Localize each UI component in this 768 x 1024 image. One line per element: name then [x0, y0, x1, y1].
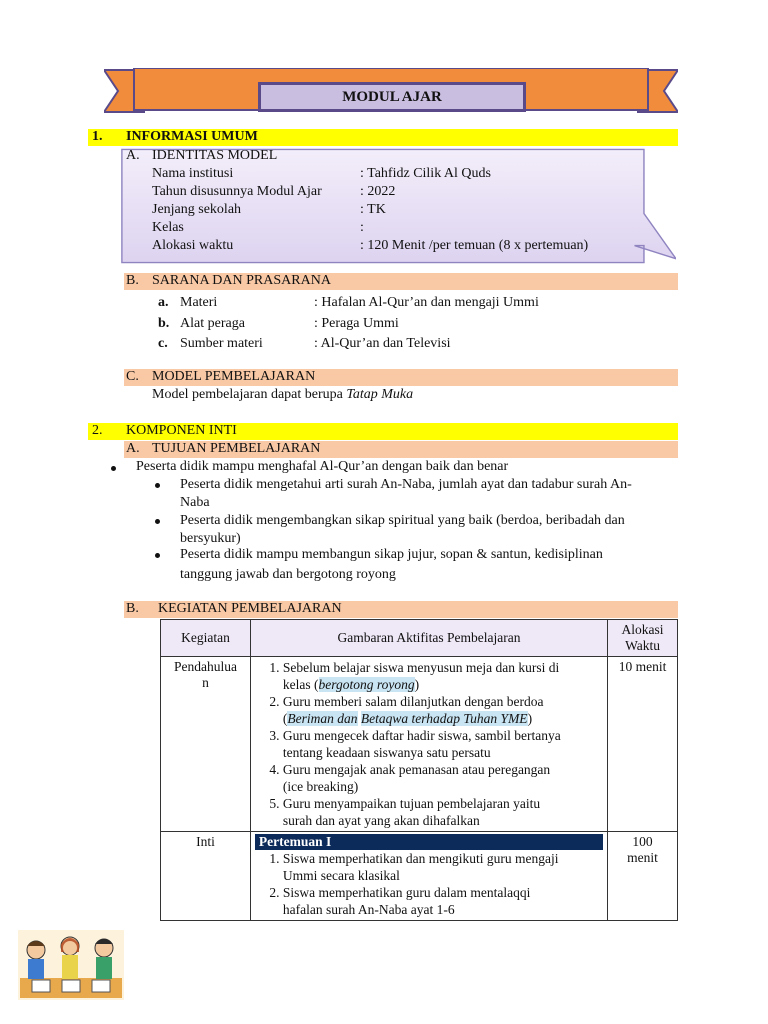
kegiatan-cell: Inti	[161, 832, 251, 921]
identity-label: Alokasi waktu	[152, 238, 234, 253]
objective-item: Peserta didik mengembangkan sikap spiritual yang baik (berdoa, beribadah dan	[180, 513, 625, 528]
identity-label: Nama institusi	[152, 166, 234, 181]
sarana-label: Sumber materi	[180, 336, 263, 351]
header-gambaran: Gambaran Aktifitas Pembelajaran	[250, 620, 607, 657]
gambaran-cell: Pertemuan I 1. Siswa memperhatikan dan mengikuti guru mengaji Ummi secara klasikal 2. Siswa memperhatikan guru dalam mentalaqqi hafalan surah An-Naba ayat 1-6	[250, 832, 607, 921]
main-objective: Peserta didik mampu menghafal Al-Qur’an dengan baik dan benar	[136, 459, 509, 474]
subsection-2a-title: TUJUAN PEMBELAJARAN	[152, 441, 321, 456]
bullet-icon	[155, 519, 160, 524]
bullet-icon	[155, 553, 160, 558]
activity-table	[160, 619, 678, 921]
list-letter: a.	[158, 295, 169, 310]
highlight: bergotong royong	[318, 677, 415, 692]
section-1-title: INFORMASI UMUM	[126, 129, 258, 144]
section-1-number: 1.	[92, 129, 103, 144]
sarana-value: : Hafalan Al-Qur’an dan mengaji Ummi	[314, 295, 539, 310]
pertemuan-heading: Pertemuan I	[255, 834, 603, 850]
identity-value: : TK	[360, 202, 386, 217]
model-text-italic: Tatap Muka	[346, 387, 414, 402]
identity-label: Kelas	[152, 220, 184, 235]
subsection-b-title: SARANA DAN PRASARANA	[152, 273, 331, 288]
table-row	[161, 657, 678, 832]
subsection-2b-title: KEGIATAN PEMBELAJARAN	[158, 601, 342, 616]
sarana-label: Alat peraga	[180, 316, 245, 331]
identity-label: Jenjang sekolah	[152, 202, 242, 217]
kegiatan-cell: Pendahulua n	[161, 657, 251, 832]
sarana-value: : Peraga Ummi	[314, 316, 399, 331]
identity-value: : 2022	[360, 184, 396, 199]
subsection-c-label: C.	[126, 369, 139, 384]
section-2-title: KOMPONEN INTI	[126, 423, 237, 438]
subsection-2b-label: B.	[126, 601, 139, 616]
list-letter: b.	[158, 316, 170, 331]
header-kegiatan: Kegiatan	[161, 620, 251, 657]
list-letter: c.	[158, 336, 168, 351]
subsection-c-title: MODEL PEMBELAJARAN	[152, 369, 316, 384]
waktu-cell: 100 menit	[608, 832, 678, 921]
objective-item-cont: bersyukur)	[180, 531, 241, 546]
identity-value: : 120 Menit /per temuan (8 x pertemuan)	[360, 238, 589, 253]
objective-item-cont: Naba	[180, 495, 210, 510]
model-text: Model pembelajaran dapat berupa Tatap Muka	[152, 387, 414, 402]
objective-item: Peserta didik mampu membangun sikap jujur, sopan & santun, kedisiplinan	[180, 547, 603, 562]
objective-item: Peserta didik mengetahui arti surah An-Naba, jumlah ayat dan tadabur surah An-	[180, 477, 632, 492]
subsection-b-label: B.	[126, 273, 139, 288]
identity-label: Tahun disusunnya Modul Ajar	[152, 184, 322, 199]
waktu-cell: 10 menit	[608, 657, 678, 832]
highlight: Betaqwa terhadap Tuhan YME	[360, 711, 528, 726]
page-title: MODUL AJAR	[258, 82, 526, 112]
sarana-value: : Al-Qur’an dan Televisi	[314, 336, 451, 351]
objective-item-cont: tanggung jawab dan bergotong royong	[180, 567, 396, 582]
identity-value: :	[360, 220, 364, 235]
section-2-number: 2.	[92, 423, 103, 438]
sarana-label: Materi	[180, 295, 218, 310]
gambaran-cell: 1. Sebelum belajar siswa menyusun meja dan kursi di kelas (bergotong royong) 2. Guru memberi salam dilanjutkan dengan berdoa (Beriman dan Betaqwa terhadap Tuhan YME) 3. Guru mengecek daftar hadir siswa, sambil bertanya tentang keadaan siswanya satu persatu 4. Guru mengajak anak pemanasan atau peregangan (ice breaking) 5. Guru menyampaikan tujuan pembelajaran yaitu surah dan ayat yang akan dihafalkan	[250, 657, 607, 832]
bullet-icon	[155, 483, 160, 488]
header-alokasi: Alokasi Waktu	[608, 620, 678, 657]
table-row	[161, 832, 678, 921]
children-illustration	[18, 930, 124, 1000]
identity-value: : Tahfidz Cilik Al Quds	[360, 166, 491, 181]
bullet-icon	[111, 466, 116, 471]
subsection-a-title: IDENTITAS MODEL	[152, 148, 278, 163]
subsection-2a-label: A.	[126, 441, 140, 456]
highlight: Beriman dan	[287, 711, 358, 726]
subsection-a-label: A.	[126, 148, 140, 163]
